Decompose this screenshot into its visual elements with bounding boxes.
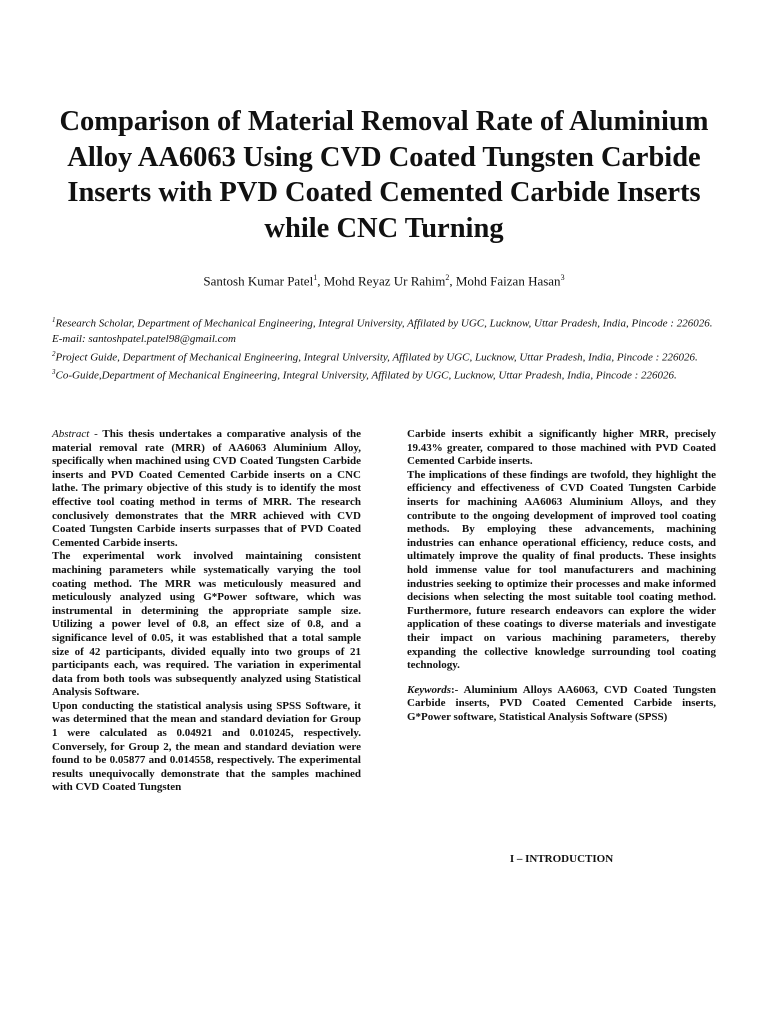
affiliation-text: Co-Guide,Department of Mechanical Engineering, Integral University, Affilated by UGC, Lucknow, Uttar Pradesh, India, Pincode : 226026. — [55, 369, 677, 382]
abstract-paragraph-continued: Carbide inserts exhibit a significantly higher MRR, precisely 19.43% greater, compared to those machined with PVD Coated Cemented Carbide inserts. — [407, 428, 716, 468]
abstract-text: This thesis undertakes a comparative analysis of the material removal rate (MRR) of AA6063 Aluminium Alloy, specifically when machined using CVD Coated Tungsten Carbide inserts and PVD Coated Cemented Carbide inserts on a CNC lathe. The primary objective of this study is to identify the most effective tool coating method in terms of MRR. The research conclusively demonstrates that the MRR achieved with CVD Coated Tungsten Carbide inserts surpasses that of PVD Coated Cemented Carbide inserts. — [52, 428, 361, 549]
author-name: Mohd Reyaz Ur Rahim — [323, 273, 446, 289]
affiliation-text: Research Scholar, Department of Mechanical Engineering, Integral University, Affilated by UGC, Lucknow, Uttar Pradesh, India, Pincode : 226026. E-mail: santoshpatel.patel98@gmail.com — [52, 317, 713, 345]
affiliation-item — [52, 313, 720, 347]
affiliation-mark: 3 — [52, 368, 56, 377]
keywords-paragraph — [407, 684, 716, 725]
abstract-paragraph: Upon conducting the statistical analysis using SPSS Software, it was determined that the mean and standard deviation for Group 1 were calculated as 0.04921 and 0.010245, respectively. Conversely, for Group 2, the mean and standard deviation were found to be 0.05877 and 0.014558, respectively. The experimental results unequivocally demonstrate that the samples machined with CVD Coated Tungsten — [52, 699, 361, 794]
abstract-label: Abstract - — [52, 428, 98, 440]
affiliation-list — [52, 313, 720, 384]
author-list — [0, 270, 768, 289]
keywords-text: Aluminium Alloys AA6063, CVD Coated Tungsten Carbide inserts, PVD Coated Cemented Carbide inserts, G*Power software, Statistical Analysis Software (SPSS) — [407, 683, 716, 723]
author-affiliation-mark: 2 — [445, 273, 450, 282]
keywords-label: Keywords — [407, 683, 451, 696]
affiliation-item — [52, 347, 720, 366]
author-name: Santosh Kumar Patel — [203, 273, 314, 289]
paper-title: Comparison of Material Removal Rate of Aluminium Alloy AA6063 Using CVD Coated Tungsten Carbide Inserts with PVD Coated Cemented Carbide Inserts while CNC Turning — [59, 106, 709, 244]
keywords-separator: :- — [451, 683, 464, 696]
abstract-paragraph: The implications of these findings are twofold, they highlight the efficiency and effectiveness of CVD Coated Tungsten Carbide inserts for machining AA6063 Aluminium Alloys, and they contribute to the ongoing development of improved tool coating methods. By employing these advancements, machining industries can enhance operational efficiency, reduce costs, and ultimately improve the quality of final products. These insights hold immense value for tool manufacturers and machining industries seeking to optimize their processes and make informed decisions when selecting the most suitable tool coating method. Furthermore, future research endeavors can explore the wider application of these coatings to diverse materials and investigate their impact on various machining parameters, thereby expanding the collective knowledge surrounding tool coating technology. — [407, 468, 716, 672]
author-name: Mohd Faizan Hasan — [455, 273, 561, 289]
affiliation-item — [52, 365, 720, 384]
right-column — [407, 428, 716, 724]
left-column — [52, 428, 361, 795]
section-heading-introduction: I – INTRODUCTION — [509, 853, 614, 865]
affiliation-mark: 1 — [52, 316, 56, 324]
author-separator: , — [317, 273, 324, 289]
author-affiliation-mark: 1 — [313, 273, 318, 282]
author-separator: , — [449, 273, 456, 289]
abstract-paragraph: The experimental work involved maintaining consistent machining parameters while systematically varying the tool coating method. The MRR was meticulously measured and meticulously analyzed using G*Power software, which was instrumental in determining the appropriate sample size. Utilizing a power level of 0.8, an effect size of 0.8, and a significance level of 0.05, it was established that a total sample size of 42 participants, divided equally into two groups of 21 participants each, was required. The variation in experimental data from both tools was subsequently analyzed using Statistical Analysis Software. — [52, 550, 361, 699]
author-affiliation-mark: 3 — [560, 273, 565, 282]
affiliation-text: Project Guide, Department of Mechanical Engineering, Integral University, Affilated by UGC, Lucknow, Uttar Pradesh, India, Pincode : 226026. — [55, 351, 698, 364]
affiliation-mark: 2 — [52, 349, 56, 358]
abstract-paragraph — [52, 428, 361, 550]
